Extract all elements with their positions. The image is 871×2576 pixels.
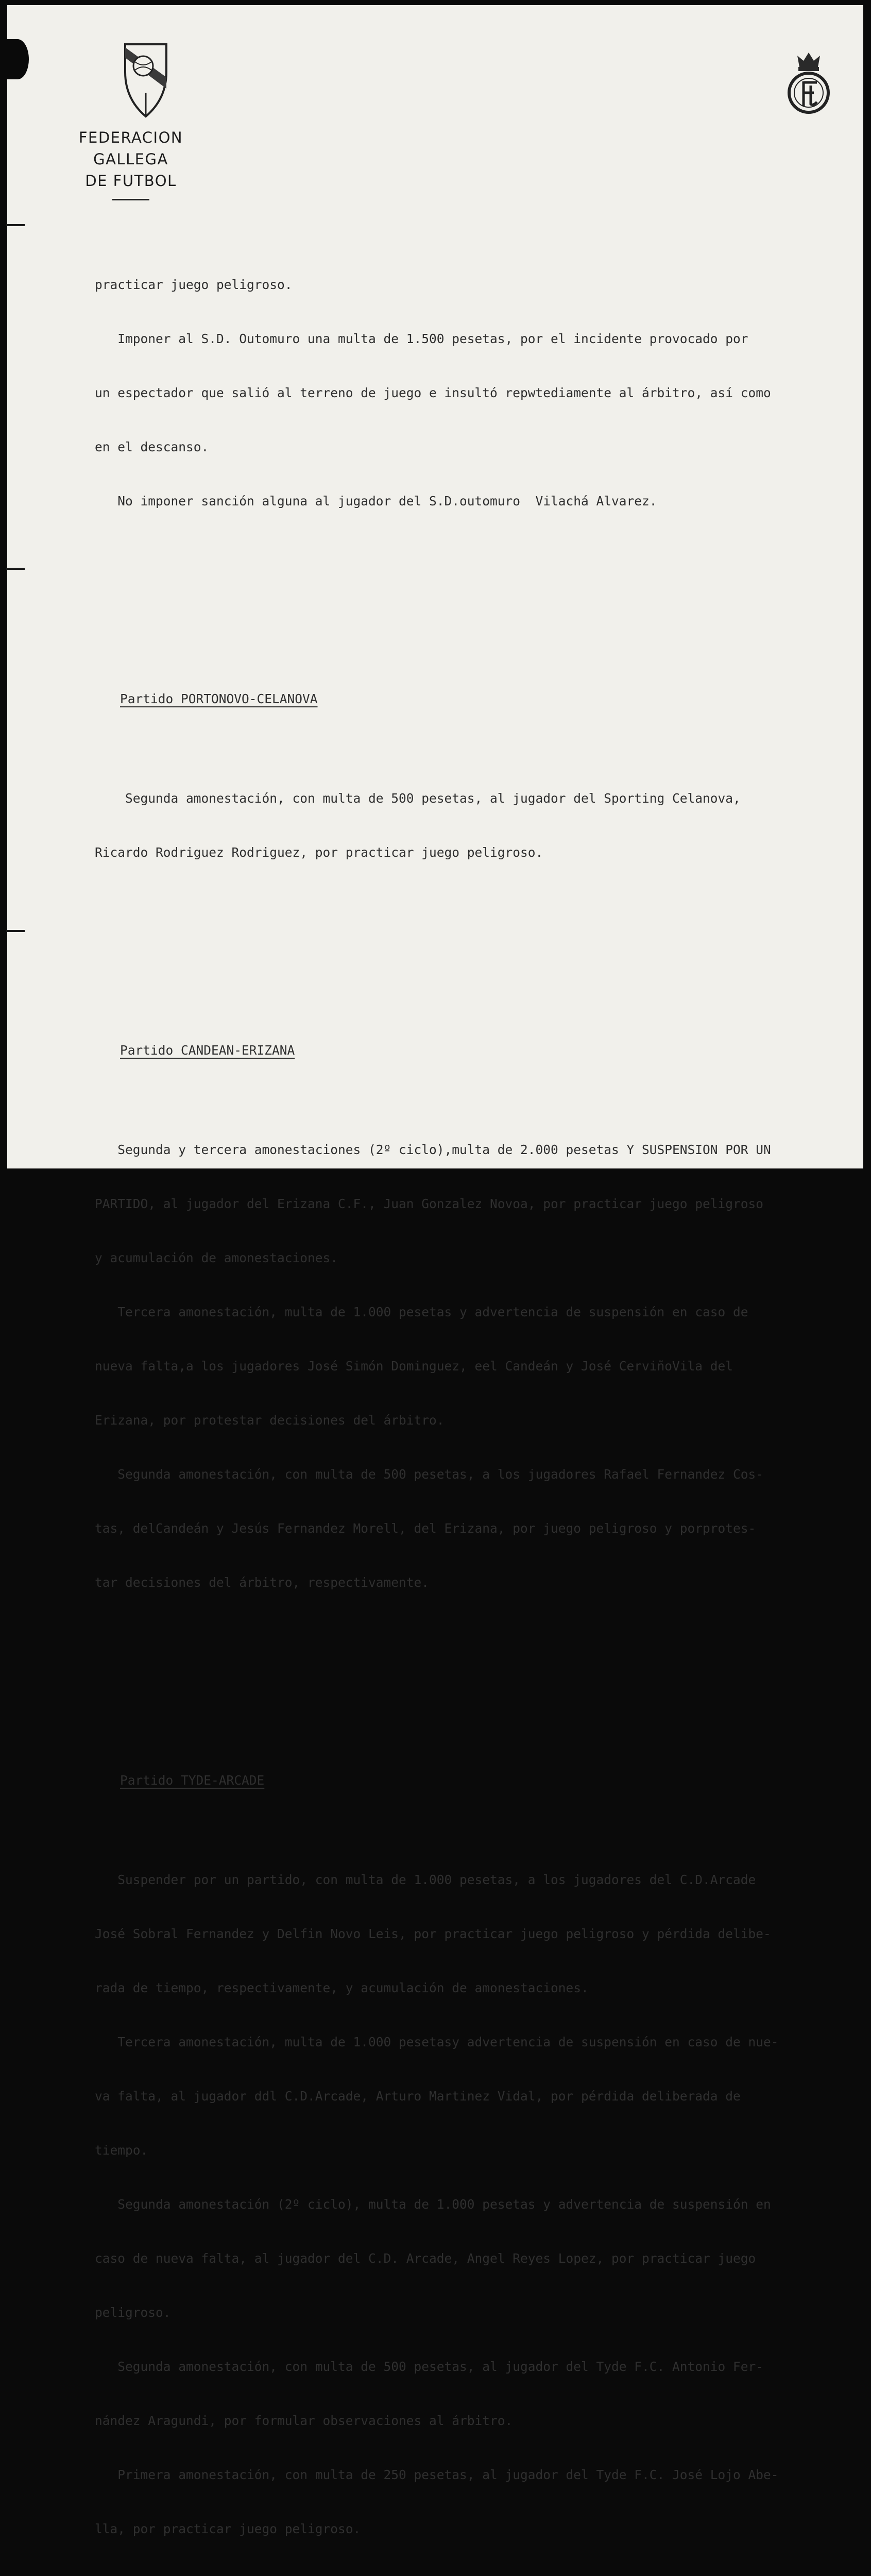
text-line: caso de nueva falta, al jugador del C.D. Arcade, Angel Reyes Lopez, por practicar juego: [95, 2251, 756, 2266]
letterhead: [43, 127, 218, 200]
section-candean-erizana: [95, 1005, 867, 1628]
page-edge-notch: [6, 39, 29, 79]
section-heading: Partido TYDE-ARCADE: [120, 1773, 265, 1788]
text-line: tas, delCandeán y Jesús Fernandez Morell, del Erizana, por juego peligroso y porprotes-: [95, 1521, 756, 1536]
text-line: y acumulación de amonestaciones.: [95, 1250, 338, 1265]
text-line: Suspender por un partido, con multa de 1.000 pesetas, a los jugadores del C.D.Arcade: [95, 1872, 756, 1887]
text-line: Ricardo Rodriguez Rodriguez, por practicar juego peligroso.: [95, 845, 543, 860]
letterhead-line-1: FEDERACION GALLEGA: [78, 129, 183, 168]
text-line: Imponer al S.D. Outomuro una multa de 1.500 pesetas, por el incidente provocado por: [95, 331, 748, 346]
text-line: rada de tiempo, respectivamente, y acumulación de amonestaciones.: [95, 1980, 589, 1995]
text-line: va falta, al jugador ddl C.D.Arcade, Arturo Martinez Vidal, por pérdida deliberada de: [95, 2089, 741, 2104]
document-page: [7, 5, 863, 2536]
text-line: un espectador que salió al terreno de juego e insultó repwtediamente al árbitro, así como: [95, 385, 771, 400]
text-line: tiempo.: [95, 2143, 148, 2158]
section-tyde-arcade: [95, 1735, 867, 2576]
text-line: tar decisiones del árbitro, respectivamente.: [95, 1575, 430, 1590]
text-line: en el descanso.: [95, 439, 209, 454]
text-line: Primera amonestación, con multa de 250 pesetas, al jugador del Tyde F.C. José Lojo Abe-: [95, 2467, 779, 2482]
royal-crown-rfef-emblem-icon: [785, 48, 832, 115]
binding-mark: [6, 568, 25, 570]
section-heading: Partido PORTONOVO-CELANOVA: [120, 691, 318, 706]
text-line: Segunda amonestación, con multa de 500 pesetas, al jugador del Sporting Celanova,: [95, 791, 741, 806]
letterhead-rule: [112, 199, 149, 200]
text-line: practicar juego peligroso.: [95, 277, 293, 292]
galician-football-shield-icon: [123, 41, 169, 118]
section-heading: Partido CANDEAN-ERIZANA: [120, 1043, 295, 1058]
text-line: PARTIDO, al jugador del Erizana C.F., Juan Gonzalez Novoa, por practicar juego peligroso: [95, 1196, 764, 1211]
text-line: No imponer sanción alguna al jugador del S.D.outomuro Vilachá Alvarez.: [95, 494, 657, 509]
text-line: Tercera amonestación, multa de 1.000 pesetas y advertencia de suspensión en caso de: [95, 1304, 748, 1319]
binding-mark: [6, 224, 25, 226]
text-line: Segunda y tercera amonestaciones (2º ciclo),multa de 2.000 pesetas Y SUSPENSION POR UN: [95, 1142, 771, 1157]
text-line: Segunda amonestación, con multa de 500 pesetas, a los jugadores Rafael Fernandez Cos-: [95, 1467, 764, 1482]
text-line: José Sobral Fernandez y Delfin Novo Leis, por practicar juego peligroso y pérdida delibe-: [95, 1926, 771, 1941]
section-portonovo-celanova: [95, 654, 867, 897]
intro-paragraph: [95, 240, 867, 546]
text-line: nueva falta,a los jugadores José Simón Dominguez, eel Candeán y José CerviñoVila del: [95, 1359, 733, 1374]
text-line: Segunda amonestación, con multa de 500 pesetas, al jugador del Tyde F.C. Antonio Fer-: [95, 2359, 764, 2374]
text-line: Erizana, por protestar decisiones del árbitro.: [95, 1413, 445, 1428]
text-line: peligroso.: [95, 2305, 171, 2320]
text-line: [95, 2574, 867, 2576]
document-body: [95, 204, 867, 2576]
text-line: Tercera amonestación, multa de 1.000 pesetasy advertencia de suspensión en caso de nue-: [95, 2035, 779, 2049]
text-line: nández Aragundi, por formular observaciones al árbitro.: [95, 2413, 513, 2428]
binding-mark: [6, 930, 25, 932]
text-line: Segunda amonestación (2º ciclo), multa de 1.000 pesetas y advertencia de suspensión en: [95, 2197, 771, 2212]
letterhead-line-2: DE FUTBOL: [85, 172, 177, 190]
text-line: lla, por practicar juego peligroso.: [95, 2521, 361, 2536]
